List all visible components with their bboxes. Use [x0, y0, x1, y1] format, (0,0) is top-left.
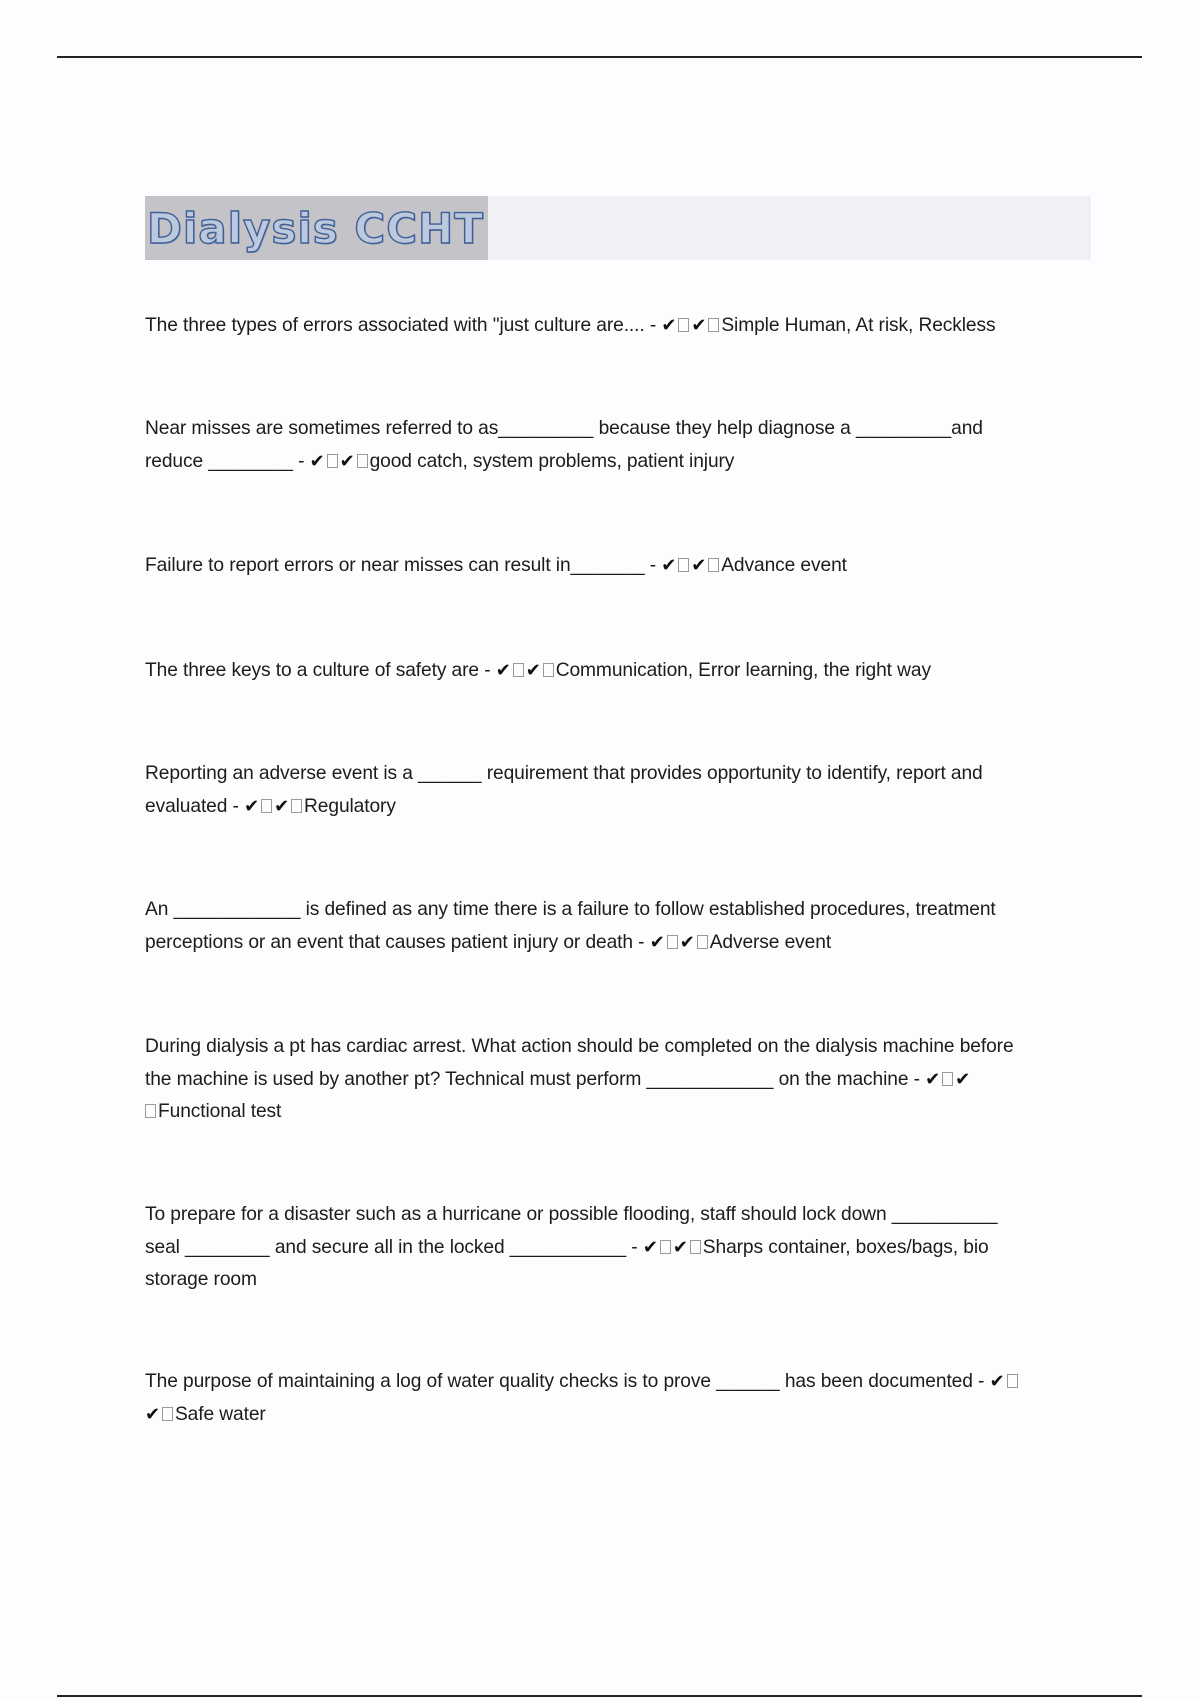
check-icon: ✔ — [309, 450, 325, 472]
box-icon — [357, 454, 368, 468]
answer-text: good catch, system problems, patient injury — [369, 450, 735, 472]
box-icon — [513, 663, 524, 677]
box-icon — [327, 454, 338, 468]
check-icon: ✔ — [679, 931, 695, 953]
qa-line — [145, 1199, 1090, 1232]
qa-line — [145, 758, 1090, 791]
answer-text: Advance event — [721, 555, 847, 576]
answer-text: Communication, Error learning, the right way — [555, 660, 931, 681]
answer-text: Simple Human, At risk, Reckless — [721, 315, 996, 336]
box-icon — [690, 1240, 701, 1254]
qa-item — [145, 1199, 1090, 1297]
question-text: Near misses are sometimes referred to as_________ because they help diagnose a _________and — [145, 418, 983, 439]
box-icon — [291, 799, 302, 813]
qa-item — [145, 758, 1090, 823]
answer-text: Functional test — [158, 1101, 282, 1122]
qa-item — [145, 550, 1090, 583]
check-icon: ✔ — [955, 1068, 971, 1090]
check-icon: ✔ — [339, 450, 355, 472]
answer-text: Sharps container, boxes/bags, bio — [702, 1236, 989, 1258]
qa-line — [145, 1064, 1090, 1097]
question-text: The three keys to a culture of safety are - — [145, 660, 496, 681]
qa-line — [145, 1232, 1090, 1265]
question-text: reduce ________ - — [145, 450, 310, 472]
answer-text: Adverse event — [709, 931, 832, 953]
check-icon: ✔ — [691, 555, 707, 576]
qa-line — [145, 927, 1090, 960]
box-icon — [708, 558, 719, 572]
check-icon: ✔ — [642, 1236, 658, 1258]
question-text: seal ________ and secure all in the locked ___________ - — [145, 1236, 643, 1258]
qa-item — [145, 413, 1090, 478]
check-icon: ✔ — [672, 1236, 688, 1258]
qa-item — [145, 655, 1090, 688]
qa-line — [145, 894, 1090, 927]
box-icon — [708, 318, 719, 332]
answer-text: Safe water — [174, 1403, 266, 1425]
check-icon: ✔ — [145, 1403, 160, 1425]
qa-line — [145, 1366, 1090, 1399]
check-icon: ✔ — [661, 315, 677, 336]
box-icon — [678, 318, 689, 332]
check-icon: ✔ — [661, 555, 677, 576]
question-text: The purpose of maintaining a log of water quality checks is to prove ______ has been documented - — [145, 1371, 990, 1392]
check-icon: ✔ — [244, 795, 260, 817]
qa-item — [145, 310, 1090, 343]
box-icon — [543, 663, 554, 677]
box-icon — [667, 935, 678, 949]
check-icon: ✔ — [691, 315, 707, 336]
qa-line — [145, 310, 1090, 343]
qa-line — [145, 1399, 1090, 1432]
check-icon: ✔ — [495, 660, 511, 681]
title-box — [145, 196, 488, 260]
header-rule — [57, 56, 1142, 58]
document-title: Dialysis CCHT — [147, 203, 484, 253]
question-text: evaluated - — [145, 795, 245, 817]
answer-text: storage room — [145, 1269, 257, 1290]
footer-rule — [57, 1695, 1142, 1697]
qa-line — [145, 1096, 1090, 1129]
answer-text: Regulatory — [304, 795, 396, 817]
qa-line — [145, 413, 1090, 446]
check-icon: ✔ — [989, 1371, 1005, 1392]
box-icon — [162, 1407, 173, 1421]
question-text: Reporting an adverse event is a ______ requirement that provides opportunity to identify, report and — [145, 763, 983, 784]
box-icon — [942, 1072, 953, 1086]
box-icon — [145, 1104, 156, 1118]
qa-line — [145, 655, 1090, 688]
qa-line — [145, 446, 1090, 479]
check-icon: ✔ — [525, 660, 541, 681]
check-icon: ✔ — [649, 931, 665, 953]
qa-item — [145, 894, 1090, 959]
question-text: Failure to report errors or near misses can result in_______ - — [145, 555, 662, 576]
qa-line — [145, 550, 1090, 583]
qa-item — [145, 1366, 1090, 1431]
qa-line — [145, 1264, 1090, 1297]
box-icon — [261, 799, 272, 813]
box-icon — [660, 1240, 671, 1254]
question-text: To prepare for a disaster such as a hurricane or possible flooding, staff should lock down __________ — [145, 1204, 998, 1225]
box-icon — [678, 558, 689, 572]
question-text: perceptions or an event that causes patient injury or death - — [145, 931, 650, 953]
qa-line — [145, 791, 1090, 824]
question-text: the machine is used by another pt? Technical must perform ____________ on the machine - — [145, 1068, 926, 1090]
check-icon: ✔ — [274, 795, 290, 817]
check-icon: ✔ — [925, 1068, 941, 1090]
question-text: The three types of errors associated with "just culture are.... - — [145, 315, 662, 336]
question-text: During dialysis a pt has cardiac arrest. What action should be completed on the dialysis machine before — [145, 1036, 1014, 1057]
qa-item — [145, 1031, 1090, 1129]
box-icon — [697, 935, 708, 949]
question-text: An ____________ is defined as any time there is a failure to follow established procedures, treatment — [145, 899, 996, 920]
qa-line — [145, 1031, 1090, 1064]
box-icon — [1007, 1374, 1018, 1388]
